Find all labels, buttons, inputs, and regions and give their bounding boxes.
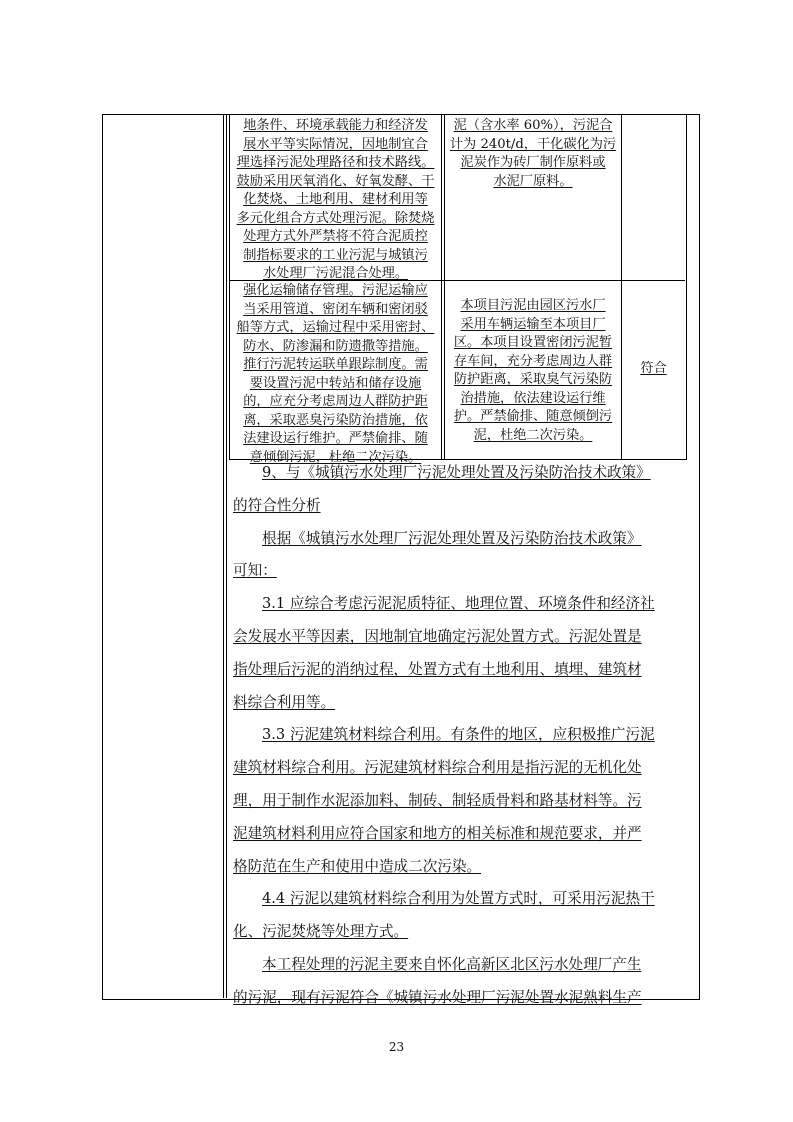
row2-req-line: 离，采取恶臭污染防治措施，依 — [243, 412, 428, 428]
inner-column-divider — [226, 114, 227, 998]
body-line: 化、污泥焚烧等处理方式。 — [233, 923, 409, 941]
nested-col-divider-3 — [621, 114, 622, 459]
row2-proj-line: 治措施，依法建设运行维 — [460, 390, 606, 406]
row1-proj-line: 计为 240t/d，干化碳化为污 — [449, 136, 617, 152]
row2-req-line: 的，应充分考虑周边人群防护距 — [243, 394, 428, 409]
body-line: 根据《城镇污水处理厂污泥处理处置及污染防治技术政策》 — [262, 529, 642, 547]
body-line: 格防范在生产和使用中造成二次污染。 — [233, 857, 482, 875]
page-number: 23 — [388, 1040, 405, 1054]
row2-requirement-cell — [230, 282, 441, 467]
row2-req-line: 当采用管道、密闭车辆和密闭驳 — [243, 301, 428, 317]
body-line: 4.4 污泥以建筑材料综合利用为处置方式时，可采用污泥热干 — [262, 890, 655, 908]
body-line: 料综合利用等。 — [233, 693, 336, 711]
row1-proj-line: 泥炭作为砖厂制作原料或 — [460, 155, 606, 170]
row1-req-line: 展水平等实际情况，因地制宜合 — [243, 136, 428, 152]
body-line: 的污泥，现有污泥符合《城镇污水处理厂污泥处置水泥熟料生产 — [233, 988, 642, 1006]
row1-req-line: 化焚烧、土地利用、建材利用等 — [243, 192, 428, 207]
left-column-divider — [223, 114, 224, 998]
body-line: 会发展水平等因素，因地制宜地确定污泥处置方式。污泥处置是 — [233, 627, 642, 645]
row2-proj-line: 泥，杜绝二次污染。 — [473, 427, 593, 443]
body-line: 指处理后污泥的消纳过程，处置方式有土地利用、填埋、建筑材 — [233, 660, 642, 678]
row2-proj-line: 防护距离，采取臭气污染防 — [453, 372, 613, 387]
row1-req-line: 制指标要求的工业污泥与城镇污 — [243, 247, 428, 263]
row2-conclusion-cell — [622, 360, 685, 379]
row1-req-line: 鼓励采用厌氧消化、好氧发酵、干 — [236, 173, 435, 189]
row2-req-line: 法建设运行维护。严禁偷排、随 — [243, 431, 428, 446]
row1-requirement-cell — [230, 117, 441, 284]
body-line: 9、与《城镇污水处理厂污泥处理处置及污染防治技术政策》 — [262, 464, 651, 481]
body-line: 理，用于制作水泥添加料、制砖、制轻质骨料和路基材料等。污 — [233, 791, 642, 809]
body-line: 本工程处理的污泥主要来自怀化高新区北区污水处理厂产生 — [262, 955, 642, 973]
row2-req-line: 强化运输储存管理。污泥运输应 — [243, 283, 428, 298]
row1-req-line: 处理方式外严禁将不符合泥质控 — [243, 229, 428, 244]
row2-req-line: 要设置污泥中转站和储存设施 — [249, 375, 422, 391]
row1-req-line: 水处理厂污泥混合处理。 — [262, 266, 409, 281]
row2-proj-line: 区。本项目设置密闭污泥暂 — [453, 335, 613, 350]
row1-project-cell — [445, 117, 621, 191]
row2-proj-line: 本项目污泥由园区污水厂 — [460, 298, 606, 313]
body-line: 可知： — [233, 562, 277, 580]
row2-req-line: 防水、防渗漏和防遗撒等措施。 — [243, 338, 428, 354]
row2-req-line: 意倾倒污泥，杜绝二次污染。 — [249, 449, 422, 465]
row2-project-cell — [445, 297, 621, 445]
body-line: 3.1 应综合考虑污泥泥质特征、地理位置、环境条件和经济社 — [262, 595, 655, 613]
row2-req-line: 推行污泥转运联单跟踪制度。需 — [243, 357, 428, 372]
row1-req-line: 理选择污泥处理路径和技术路线。 — [236, 155, 435, 170]
body-line: 的符合性分析 — [233, 496, 321, 514]
body-line: 泥建筑材料利用应符合国家和地方的相关标准和规范要求，并严 — [233, 824, 642, 842]
row2-proj-line: 存车间，充分考虑周边人群 — [453, 353, 613, 369]
row1-proj-line: 水泥厂原料。 — [493, 173, 573, 189]
body-line: 3.3 污泥建筑材料综合利用。有条件的地区，应积极推广污泥 — [262, 726, 655, 744]
row1-proj-line: 泥（含水率 60%），污泥合 — [453, 118, 613, 133]
row2-proj-line: 护。严禁偷排、随意倾倒污 — [453, 409, 613, 424]
body-line: 建筑材料综合利用。污泥建筑材料综合利用是指污泥的无机化处 — [233, 759, 642, 777]
row1-req-line: 地条件、环境承载能力和经济发 — [243, 118, 428, 133]
row2-req-line: 船等方式，运输过程中采用密封、 — [236, 320, 435, 335]
row2-conclusion: 符合 — [640, 361, 667, 376]
body-paragraphs — [233, 457, 685, 1015]
nested-col-divider-1 — [441, 114, 442, 459]
row2-proj-line: 采用车辆运输至本项目厂 — [460, 316, 606, 332]
row1-req-line: 多元化组合方式处理污泥。除焚烧 — [236, 210, 435, 226]
